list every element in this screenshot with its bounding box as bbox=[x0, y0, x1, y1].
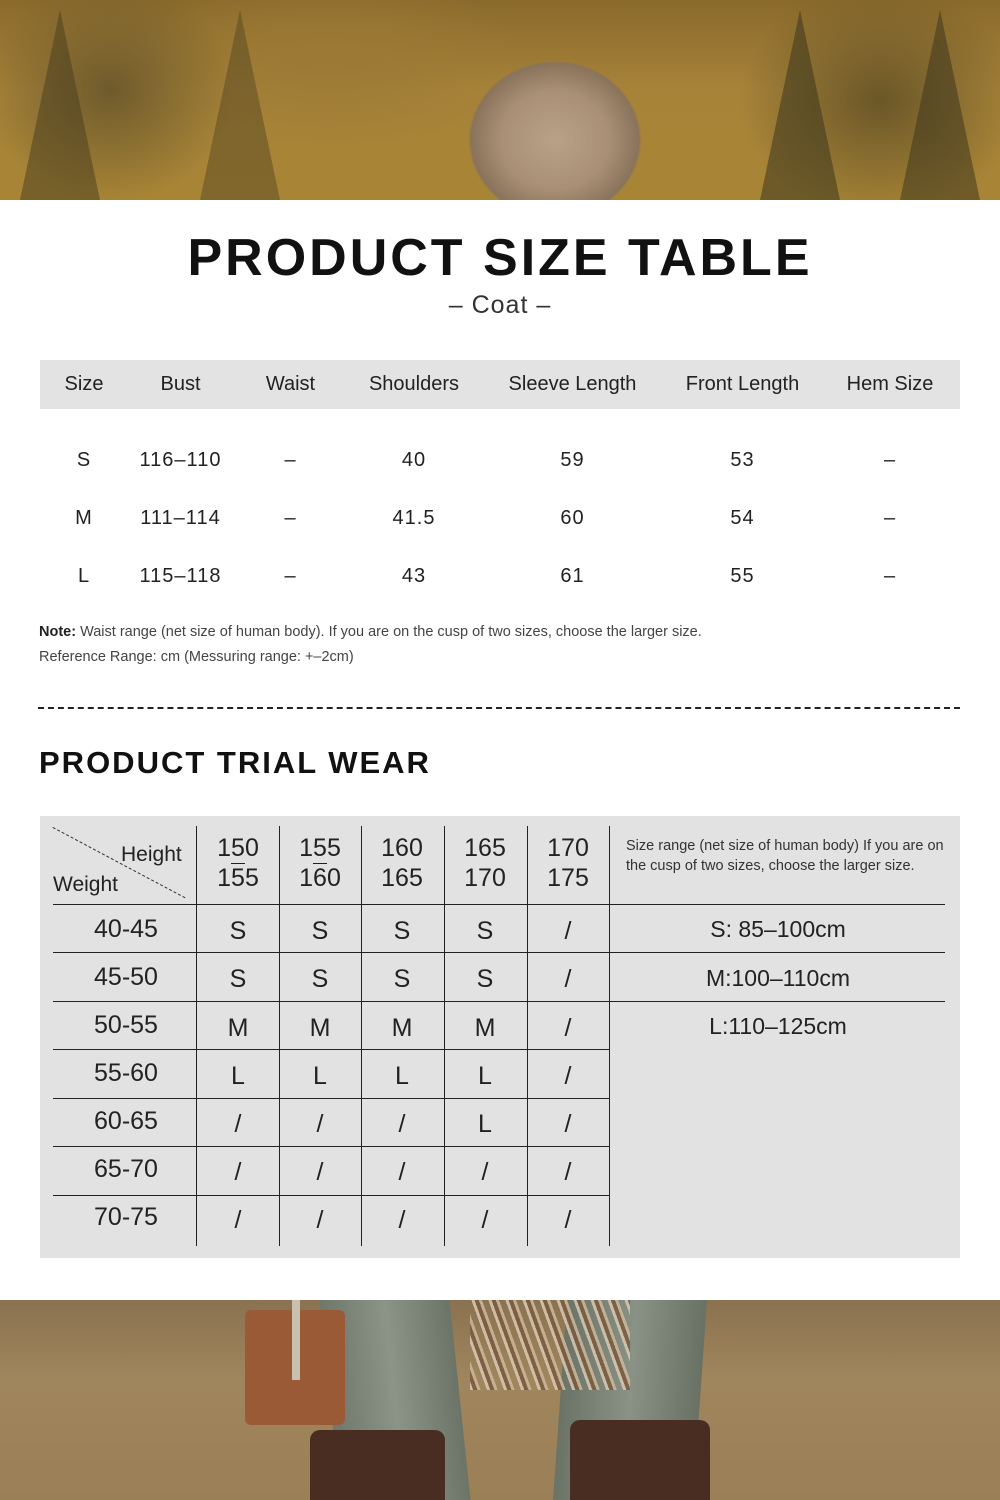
grid-line bbox=[53, 904, 945, 905]
height-header bbox=[279, 834, 361, 893]
grid-cell: L bbox=[478, 1110, 492, 1138]
grid-cell: / bbox=[564, 1206, 572, 1234]
height-to: 165 bbox=[381, 864, 423, 892]
grid-line bbox=[53, 1195, 610, 1196]
weight-label: 45-50 bbox=[94, 963, 158, 991]
grid-line bbox=[53, 952, 945, 953]
grid-line bbox=[53, 1049, 610, 1050]
grid-cell: M bbox=[391, 1014, 413, 1042]
grid-cell: / bbox=[316, 1110, 324, 1138]
grid-cell: S bbox=[393, 965, 411, 993]
size-note bbox=[39, 624, 702, 640]
hem-cell: – bbox=[883, 565, 897, 587]
height-to: 175 bbox=[547, 864, 589, 892]
grid-cell: / bbox=[234, 1158, 242, 1186]
front-length-cell: 55 bbox=[730, 565, 755, 587]
size-range-m: M:100–110cm bbox=[705, 965, 851, 991]
grid-cell: / bbox=[316, 1206, 324, 1234]
height-from: 155 bbox=[299, 834, 341, 862]
waist-cell: – bbox=[284, 565, 297, 587]
section-divider bbox=[38, 707, 960, 709]
front-length-cell: 54 bbox=[730, 507, 755, 529]
grid-cell: L bbox=[313, 1062, 327, 1090]
weight-label: 65-70 bbox=[94, 1155, 158, 1183]
top-photo bbox=[0, 0, 1000, 200]
height-header bbox=[527, 834, 609, 893]
height-to: 160 bbox=[299, 864, 341, 892]
weight-label: 55-60 bbox=[94, 1059, 158, 1087]
height-from: 170 bbox=[547, 834, 589, 862]
sleeve-cell: 60 bbox=[560, 507, 585, 529]
size-table-title: PRODUCT SIZE TABLE bbox=[187, 229, 813, 287]
grid-cell: L bbox=[231, 1062, 245, 1090]
grid-cell: S bbox=[229, 965, 247, 993]
bottom-photo bbox=[0, 1300, 1000, 1500]
size-table-header bbox=[40, 360, 960, 409]
grid-cell: / bbox=[564, 1014, 572, 1042]
grid-cell: S bbox=[476, 965, 494, 993]
grid-cell: / bbox=[564, 1110, 572, 1138]
grid-line bbox=[53, 1098, 610, 1099]
grid-cell: / bbox=[564, 965, 572, 993]
header-cell: Shoulders bbox=[368, 373, 460, 395]
hem-cell: – bbox=[883, 507, 897, 529]
grid-cell: / bbox=[481, 1206, 489, 1234]
bust-cell: 115–118 bbox=[139, 565, 222, 587]
grid-line bbox=[53, 1001, 945, 1002]
sleeve-cell: 61 bbox=[560, 565, 585, 587]
reference-range: Reference Range: cm (Messuring range: +–2cm) bbox=[39, 649, 354, 665]
grid-line bbox=[53, 1146, 610, 1147]
waist-cell: – bbox=[284, 449, 297, 471]
grid-cell: / bbox=[234, 1206, 242, 1234]
hem-cell: – bbox=[883, 449, 897, 471]
size-cell: S bbox=[76, 449, 92, 471]
weight-label: 60-65 bbox=[94, 1107, 158, 1135]
weight-label: 40-45 bbox=[94, 915, 158, 943]
size-cell: L bbox=[77, 565, 91, 587]
waist-cell: – bbox=[284, 507, 297, 529]
grid-cell: S bbox=[311, 917, 329, 945]
bust-cell: 116–110 bbox=[139, 449, 222, 471]
table-row bbox=[40, 556, 960, 596]
size-cell: M bbox=[75, 507, 93, 529]
height-header bbox=[197, 834, 279, 893]
grid-cell: / bbox=[564, 1158, 572, 1186]
grid-cell: M bbox=[227, 1014, 249, 1042]
height-header bbox=[444, 834, 526, 893]
height-from: 160 bbox=[381, 834, 423, 862]
header-cell: Front Length bbox=[685, 373, 800, 395]
shoulders-cell: 43 bbox=[401, 565, 427, 587]
size-range-s: S: 85–100cm bbox=[710, 916, 846, 942]
height-to: 155 bbox=[217, 864, 259, 892]
grid-cell: S bbox=[311, 965, 329, 993]
size-table-subtitle: – Coat – bbox=[448, 291, 552, 319]
height-to: 170 bbox=[464, 864, 506, 892]
grid-cell: S bbox=[229, 917, 247, 945]
grid-cell: / bbox=[564, 1062, 572, 1090]
table-row bbox=[40, 440, 960, 480]
header-cell: Sleeve Length bbox=[508, 373, 637, 395]
corner-height-label: Height bbox=[121, 843, 182, 866]
front-length-cell: 53 bbox=[730, 449, 755, 471]
grid-cell: / bbox=[564, 917, 572, 945]
grid-cell: / bbox=[234, 1110, 242, 1138]
grid-cell: S bbox=[476, 917, 494, 945]
grid-cell: S bbox=[393, 917, 411, 945]
note-text: Waist range (net size of human body). If you are on the cusp of two sizes, choose the larger size. bbox=[80, 624, 702, 640]
weight-label: 70-75 bbox=[94, 1203, 158, 1231]
shoulders-cell: 40 bbox=[401, 449, 427, 471]
sleeve-cell: 59 bbox=[560, 449, 585, 471]
grid-line bbox=[609, 826, 610, 1246]
grid-cell: / bbox=[316, 1158, 324, 1186]
grid-cell: L bbox=[395, 1062, 409, 1090]
corner-weight-label: Weight bbox=[53, 873, 118, 896]
bust-cell: 111–114 bbox=[140, 507, 221, 529]
header-cell: Hem Size bbox=[846, 373, 934, 395]
grid-cell: / bbox=[398, 1206, 406, 1234]
grid-cell: / bbox=[398, 1110, 406, 1138]
height-header bbox=[361, 834, 443, 893]
shoulders-cell: 41.5 bbox=[392, 507, 436, 529]
table-row bbox=[40, 498, 960, 538]
height-from: 165 bbox=[464, 834, 506, 862]
grid-cell: L bbox=[478, 1062, 492, 1090]
grid-cell: / bbox=[481, 1158, 489, 1186]
grid-cell: / bbox=[398, 1158, 406, 1186]
grid-cell: M bbox=[309, 1014, 331, 1042]
header-cell: Size bbox=[64, 373, 104, 395]
height-from: 150 bbox=[217, 834, 259, 862]
size-range-note: Size range (net size of human body) If you are on the cusp of two sizes, choose the larger size. bbox=[626, 838, 944, 874]
header-cell: Waist bbox=[265, 373, 316, 395]
header-cell: Bust bbox=[160, 373, 201, 395]
grid-cell: M bbox=[474, 1014, 496, 1042]
weight-label: 50-55 bbox=[94, 1011, 158, 1039]
size-range-l: L:110–125cm bbox=[709, 1013, 847, 1039]
trial-wear-title: PRODUCT TRIAL WEAR bbox=[39, 745, 431, 780]
note-label: Note: bbox=[39, 624, 77, 640]
